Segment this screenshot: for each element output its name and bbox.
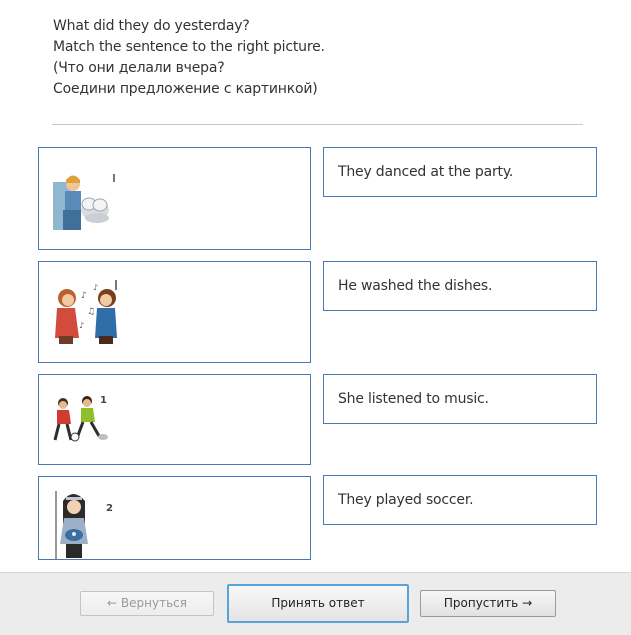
picture-card-1[interactable] bbox=[38, 147, 311, 250]
answer-text: She listened to music. bbox=[338, 391, 489, 407]
divider bbox=[52, 124, 583, 125]
answer-box-3[interactable] bbox=[323, 374, 597, 424]
svg-text:♪: ♪ bbox=[79, 321, 85, 330]
question-line-1: What did they do yesterday? bbox=[53, 18, 250, 34]
question-line-3: (Что они делали вчера? bbox=[53, 60, 225, 76]
skip-button[interactable]: Пропустить → bbox=[420, 590, 556, 617]
svg-text:♫: ♫ bbox=[87, 307, 96, 317]
svg-text:♪: ♪ bbox=[93, 283, 99, 292]
girl-listening-music-icon bbox=[53, 491, 93, 560]
question-line-4: Соедини предложение с картинкой) bbox=[53, 81, 318, 97]
boy-washing-dishes-icon bbox=[53, 174, 117, 232]
submit-answer-button[interactable]: Принять ответ bbox=[227, 584, 409, 623]
girls-dancing-music-icon bbox=[53, 278, 119, 346]
svg-text:♪: ♪ bbox=[81, 291, 87, 301]
answer-box-1[interactable] bbox=[323, 147, 597, 197]
question-text bbox=[53, 16, 325, 100]
back-button[interactable]: ← Вернуться bbox=[80, 591, 214, 616]
question-line-2: Match the sentence to the right picture. bbox=[53, 39, 325, 55]
picture-card-4[interactable] bbox=[38, 476, 311, 560]
picture-number: 2 bbox=[106, 503, 113, 514]
answer-text: He washed the dishes. bbox=[338, 278, 493, 294]
answer-box-2[interactable] bbox=[323, 261, 597, 311]
picture-card-3[interactable] bbox=[38, 374, 311, 465]
picture-number: 1 bbox=[100, 395, 107, 406]
footer-toolbar bbox=[0, 572, 631, 635]
answer-text: They danced at the party. bbox=[338, 164, 514, 180]
answer-text: They played soccer. bbox=[338, 492, 474, 508]
picture-card-2[interactable] bbox=[38, 261, 311, 363]
answer-box-4[interactable] bbox=[323, 475, 597, 525]
